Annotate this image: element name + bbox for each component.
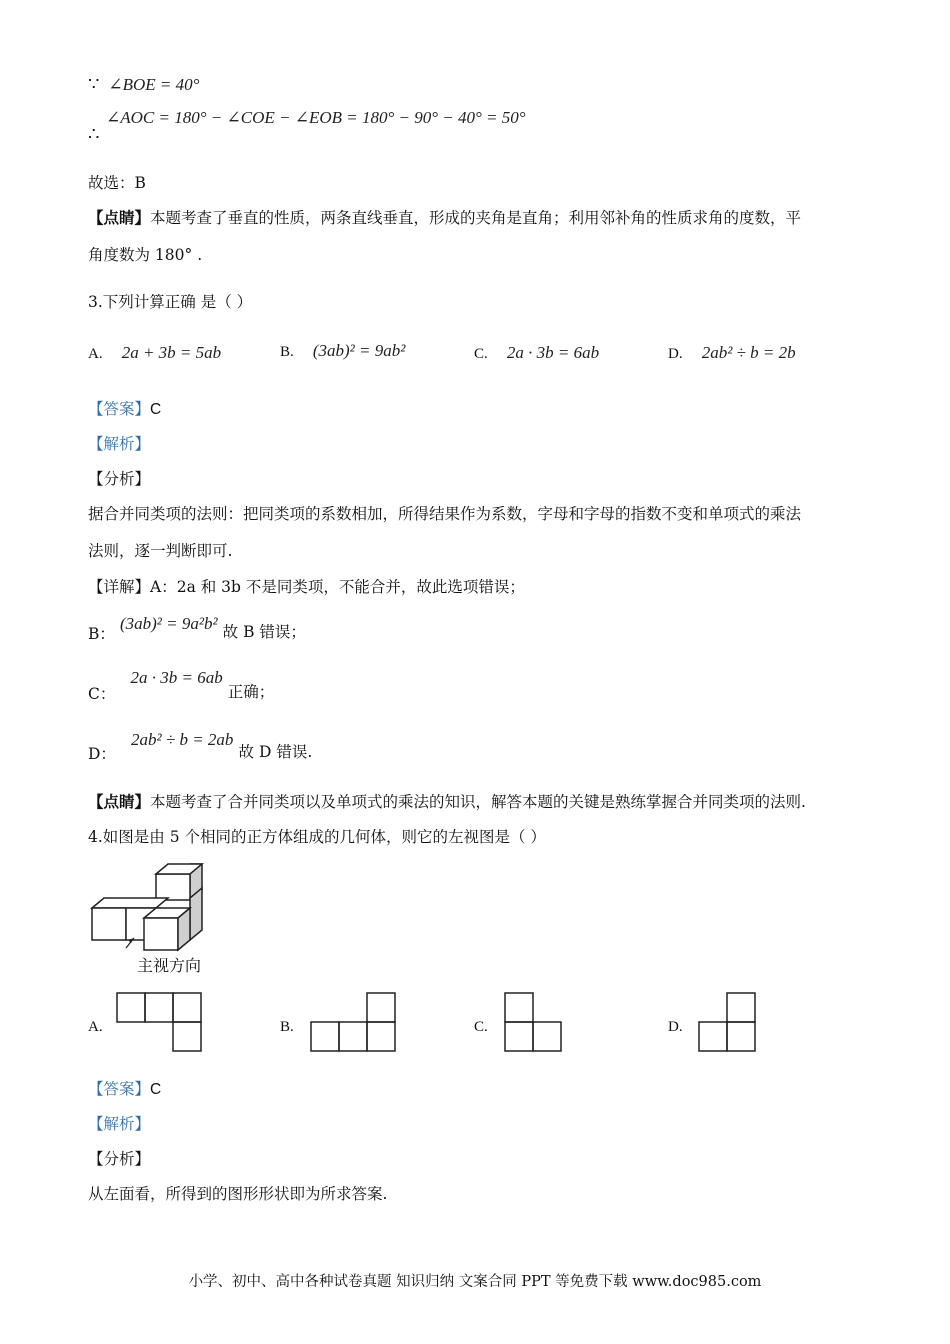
answer-tag: 【答案】 bbox=[88, 1080, 151, 1098]
q4-option-c-view bbox=[503, 992, 565, 1054]
q4-answer bbox=[88, 1077, 161, 1099]
dianjing-tag: 【点睛】 bbox=[88, 208, 151, 227]
option-label: A. bbox=[88, 346, 103, 362]
angle-aoc-expr: ∠AOC = 180° − ∠COE − ∠EOB = 180° − 90° − 40° = 50° bbox=[106, 108, 526, 127]
q4-option-a-view bbox=[116, 992, 206, 1054]
page-footer: 小学、初中、高中各种试卷真题 知识归纳 文案合同 PPT 等免费下载 www.doc985.com bbox=[188, 1274, 762, 1290]
dianjing-tag: 【点睛】 bbox=[88, 792, 151, 811]
d-label: D： bbox=[88, 745, 116, 763]
c-expr: 2a · 3b = 6ab bbox=[130, 668, 223, 687]
q3-dianjing bbox=[88, 790, 806, 812]
option-expr: 2a · 3b = 6ab bbox=[506, 343, 600, 362]
dianjing-text: 本题考查了垂直的性质，两条直线垂直，形成的夹角是直角；利用邻补角的性质求角的度数，平 bbox=[150, 209, 802, 227]
q3-option-d bbox=[668, 343, 796, 363]
q2-dianjing-line2: 角度数为 180° . bbox=[88, 246, 203, 264]
option-label: B. bbox=[280, 344, 294, 360]
answer-value: C bbox=[150, 1081, 162, 1098]
option-expr: (3ab)² = 9ab² bbox=[312, 341, 406, 360]
q4-option-a-label: A. bbox=[88, 1019, 103, 1035]
answer-tag: 【答案】 bbox=[88, 400, 151, 418]
q4-stem: 4.如图是由 5 个相同的正方体组成的几何体，则它的左视图是（ ） bbox=[88, 828, 546, 846]
q3-fenxi-tag: 【分析】 bbox=[88, 470, 151, 488]
q4-fenxi-tag: 【分析】 bbox=[88, 1150, 151, 1168]
q3-jiexi-tag: 【解析】 bbox=[88, 435, 151, 453]
q4-jiexi-tag: 【解析】 bbox=[88, 1115, 151, 1133]
option-expr: 2a + 3b = 5ab bbox=[121, 343, 222, 362]
q4-option-b-view bbox=[309, 992, 399, 1054]
b-label: B： bbox=[88, 625, 115, 643]
because-symbol: ∵ bbox=[88, 74, 100, 95]
q3-option-c bbox=[474, 343, 599, 363]
b-expr: (3ab)² = 9a²b² bbox=[119, 614, 218, 633]
d-note: 故 D 错误. bbox=[238, 743, 313, 761]
q4-option-b-label: B. bbox=[280, 1019, 294, 1035]
q3-xiangjie-c bbox=[88, 666, 275, 703]
q3-xiangjie-b bbox=[88, 612, 306, 643]
xiangjie-a-text: A：2a 和 3b 不是同类项，不能合并，故此选项错误； bbox=[150, 578, 525, 596]
option-label: C. bbox=[474, 346, 488, 362]
answer-value: C bbox=[150, 401, 162, 418]
q3-xiangjie-d bbox=[88, 728, 313, 763]
q4-option-d-label: D. bbox=[668, 1019, 683, 1035]
q2-choice: 故选：B bbox=[88, 174, 146, 192]
c-label: C： bbox=[88, 685, 116, 703]
q4-fenxi-text: 从左面看，所得到的图形形状即为所求答案. bbox=[88, 1185, 388, 1203]
xiangjie-tag: 【详解】 bbox=[88, 578, 151, 596]
q4-option-d-view bbox=[697, 992, 759, 1054]
dianjing-text: 本题考查了合并同类项以及单项式的乘法的知识，解答本题的关键是熟练掌握合并同类项的法则. bbox=[150, 793, 806, 811]
option-expr: 2ab² ÷ b = 2b bbox=[701, 343, 796, 362]
q3-stem: 3.下列计算正确 是（ ） bbox=[88, 293, 253, 311]
q3-xiangjie-a bbox=[88, 575, 525, 597]
angle-boe-expr: ∠BOE = 40° bbox=[108, 75, 200, 94]
q4-option-c-label: C. bbox=[474, 1019, 488, 1035]
d-expr: 2ab² ÷ b = 2ab bbox=[131, 730, 234, 749]
therefore-symbol: ∴ bbox=[88, 124, 100, 145]
q3-fenxi-line2: 法则，逐一判断即可. bbox=[88, 542, 233, 560]
q3-fenxi-line1: 据合并同类项的法则：把同类项的系数相加，所得结果作为系数，字母和字母的指数不变和单项式的乘法 bbox=[88, 505, 802, 523]
q3-answer bbox=[88, 397, 161, 419]
option-label: D. bbox=[668, 346, 683, 362]
q3-option-a bbox=[88, 343, 221, 363]
figure-caption: 主视方向 bbox=[137, 956, 202, 975]
c-note: 正确； bbox=[227, 683, 275, 701]
b-note: 故 B 错误； bbox=[222, 623, 306, 641]
because-line bbox=[88, 74, 199, 95]
q3-option-b bbox=[280, 341, 405, 361]
q2-dianjing-line1 bbox=[88, 206, 801, 228]
